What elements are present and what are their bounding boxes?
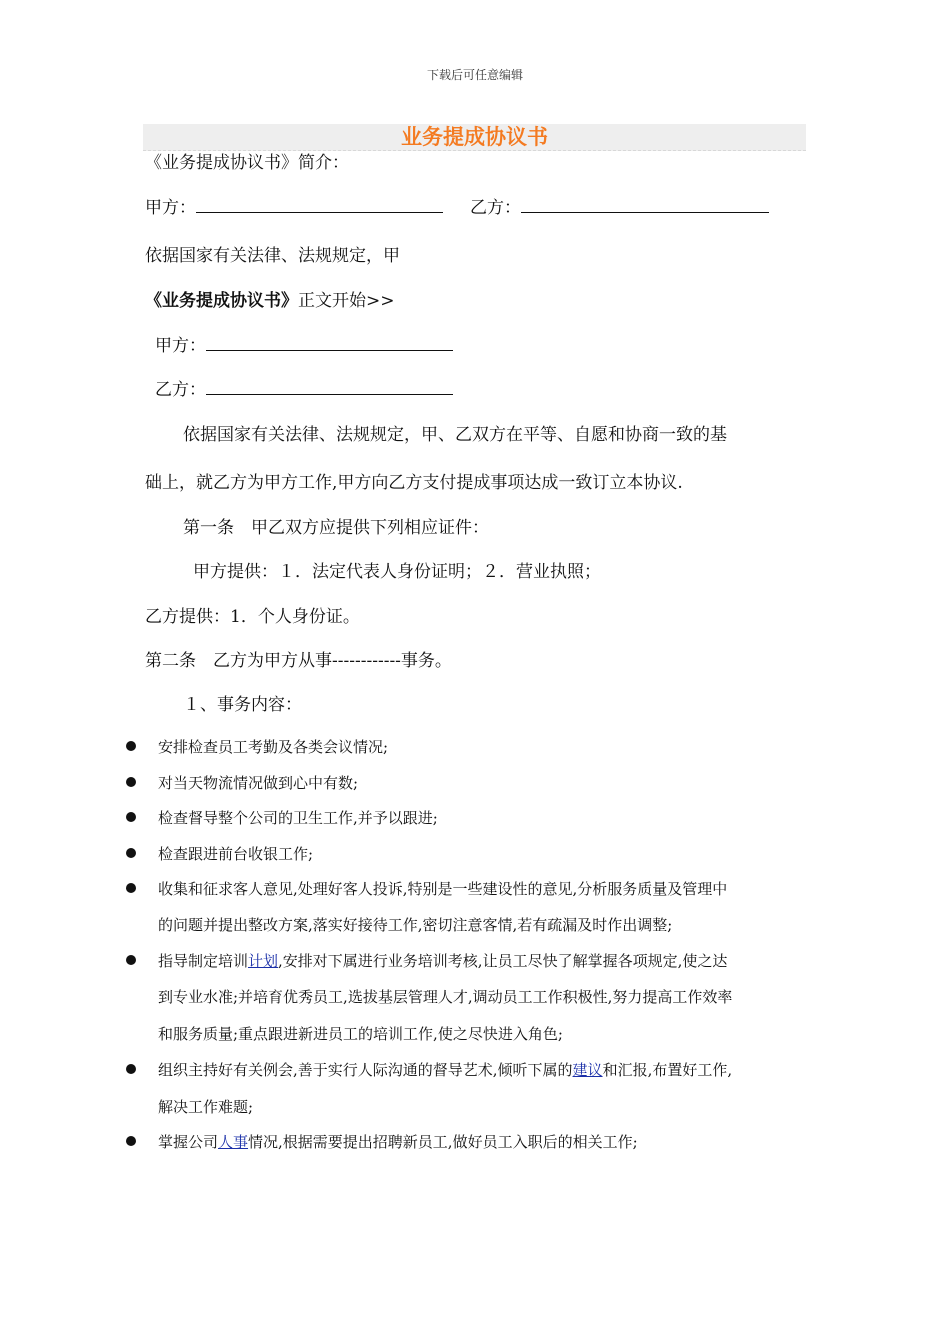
party-b-blank-2	[206, 380, 453, 395]
party-a-line	[145, 197, 443, 219]
party-a-label: 甲方：	[145, 198, 196, 218]
article-1-party-a: 甲方提供：１．法定代表人身份证明；２．营业执照；	[193, 562, 601, 582]
party-b-label-2: 乙方：	[155, 380, 206, 400]
list-item-line-1	[158, 951, 727, 971]
suggestion-link[interactable]: 建议	[572, 1061, 603, 1079]
bullet-icon	[126, 955, 136, 965]
list-item: 检查督导整个公司的卫生工作,并予以跟进;	[158, 809, 438, 827]
body-start-title: 《业务提成协议书》	[145, 291, 298, 311]
list-item-line-2: 解决工作难题;	[158, 1098, 254, 1116]
intro-label: 《业务提成协议书》简介：	[145, 153, 349, 173]
list-item-text: 组织主持好有关例会,善于实行人际沟通的督导艺术,倾听下属的	[158, 1061, 573, 1079]
article-2-heading: 第二条 乙方为甲方从事------------事务。	[145, 651, 452, 671]
list-item-text: 情况,根据需要提出招聘新员工,做好员工入职后的相关工作;	[248, 1133, 638, 1151]
party-a-blank-2	[206, 336, 453, 351]
party-b-line	[470, 197, 769, 219]
list-item-line-2: 到专业水准;并培育优秀员工,选拔基层管理人才,调动员工工作积极性,努力提高工作效率	[158, 988, 733, 1006]
list-item-line-1	[158, 1060, 732, 1080]
body-start-rest: 正文开始>>	[298, 291, 395, 311]
paragraph-1-line-1: 依据国家有关法律、法规规定，甲、乙双方在平等、自愿和协商一致的基	[183, 425, 727, 445]
article-1-party-b: 乙方提供：1．个人身份证。	[145, 607, 360, 627]
bullet-icon	[126, 741, 136, 751]
party-a-line-2	[155, 335, 453, 357]
bullet-icon	[126, 777, 136, 787]
list-item-line-2: 的问题并提出整改方案,落实好接待工作,密切注意客情,若有疏漏及时作出调整;	[158, 916, 673, 934]
list-item-text: 和汇报,布置好工作,	[602, 1061, 733, 1079]
list-item-line-1: 收集和征求客人意见,处理好客人投诉,特别是一些建设性的意见,分析服务质量及管理中	[158, 880, 728, 898]
article-1-heading: 第一条 甲乙双方应提供下列相应证件：	[183, 518, 489, 538]
intro-text: 依据国家有关法律、法规规定，甲	[145, 246, 400, 266]
list-item-line-3: 和服务质量;重点跟进新进员工的培训工作,使之尽快进入角色;	[158, 1025, 563, 1043]
party-a-blank	[196, 198, 443, 213]
party-a-label-2: 甲方：	[155, 336, 206, 356]
body-start	[145, 290, 395, 312]
bullet-icon	[126, 812, 136, 822]
article-2-subheading: １、事务内容：	[183, 695, 302, 715]
party-b-line-2	[155, 379, 453, 401]
list-item: 检查跟进前台收银工作;	[158, 845, 314, 863]
list-item	[158, 1132, 638, 1152]
header-note: 下载后可任意编辑	[426, 68, 523, 82]
bullet-icon	[126, 848, 136, 858]
list-item: 安排检查员工考勤及各类会议情况;	[158, 738, 389, 756]
party-b-label: 乙方：	[470, 198, 521, 218]
bullet-icon	[126, 1136, 136, 1146]
list-item: 对当天物流情况做到心中有数;	[158, 774, 359, 792]
list-item-text: 指导制定培训	[158, 952, 249, 970]
document-title: 业务提成协议书	[401, 125, 548, 149]
bullet-icon	[126, 1064, 136, 1074]
list-item-text: ,安排对下属进行业务培训考核,让员工尽快了解掌握各项规定,使之达	[278, 952, 728, 970]
bullet-icon	[126, 883, 136, 893]
paragraph-1-line-2: 础上，就乙方为甲方工作,甲方向乙方支付提成事项达成一致订立本协议.	[145, 473, 683, 493]
party-b-blank	[521, 198, 769, 213]
plan-link[interactable]: 计划	[248, 952, 279, 970]
personnel-link[interactable]: 人事	[218, 1133, 249, 1151]
list-item-text: 掌握公司	[158, 1133, 219, 1151]
